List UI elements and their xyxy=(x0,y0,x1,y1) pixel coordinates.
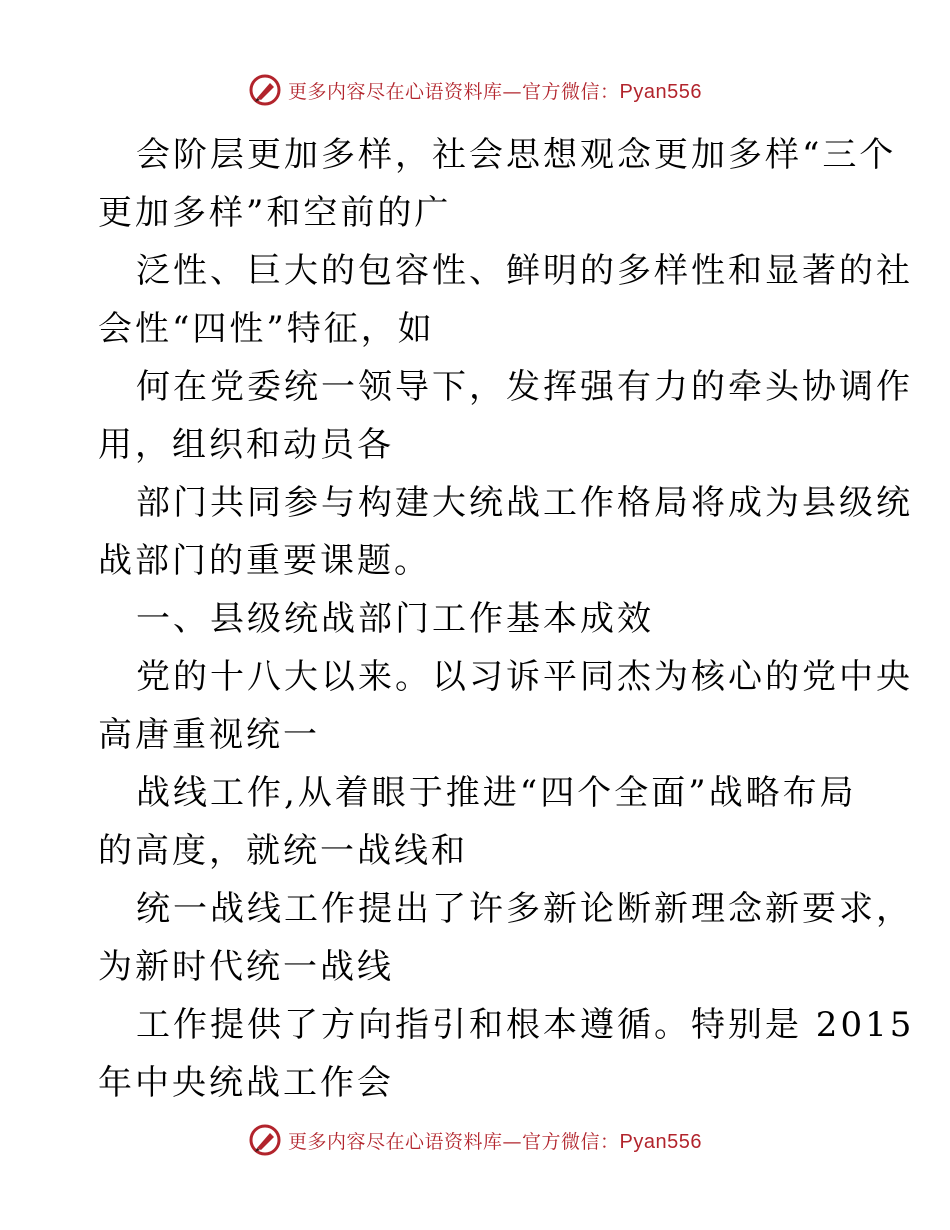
text-line: 战部门的重要课题。 xyxy=(98,541,431,581)
text-line: 会阶层更加多样，社会思想观念更加多样“三个 xyxy=(136,135,897,175)
text-line: 用，组织和动员各 xyxy=(98,425,394,465)
text-line: 何在党委统一领导下，发挥强有力的牵头协调作 xyxy=(136,367,913,407)
text-line: 更加多样”和空前的广 xyxy=(98,193,452,233)
header-watermark-banner xyxy=(0,68,950,112)
banner-wechat-id: Pyan556 xyxy=(619,80,702,103)
banner-label: 更多内容尽在心语资料库—官方微信： xyxy=(288,1130,620,1153)
pen-logo-icon xyxy=(248,1123,282,1157)
banner-text xyxy=(288,1127,702,1154)
text-line: 战线工作,从着眼于推进“四个全面”战略布局 xyxy=(136,773,857,813)
text-line: 泛性、巨大的包容性、鲜明的多样性和显著的社 xyxy=(136,251,913,291)
text-line: 党的十八大以来。以习诉平同杰为核心的党中央 xyxy=(136,657,913,697)
banner-text xyxy=(288,77,702,104)
text-line: 工作提供了方向指引和根本遵循。特别是 2015 xyxy=(136,1005,915,1045)
text-line: 高唐重视统一 xyxy=(98,715,320,755)
banner-wechat-id: Pyan556 xyxy=(619,1130,702,1153)
text-line: 年中央统战工作会 xyxy=(98,1063,394,1103)
pen-logo-icon xyxy=(248,73,282,107)
text-line: 为新时代统一战线 xyxy=(98,947,394,987)
text-line: 的高度，就统一战线和 xyxy=(98,831,468,871)
text-line: 会性“四性”特征，如 xyxy=(98,309,435,349)
section-heading: 一、县级统战部门工作基本成效 xyxy=(136,599,654,639)
text-line: 部门共同参与构建大统战工作格局将成为县级统 xyxy=(136,483,913,523)
text-line: 统一战线工作提出了许多新论断新理念新要求， xyxy=(136,889,913,929)
footer-watermark-banner xyxy=(0,1118,950,1162)
document-body xyxy=(98,126,915,1112)
banner-label: 更多内容尽在心语资料库—官方微信： xyxy=(288,80,620,103)
